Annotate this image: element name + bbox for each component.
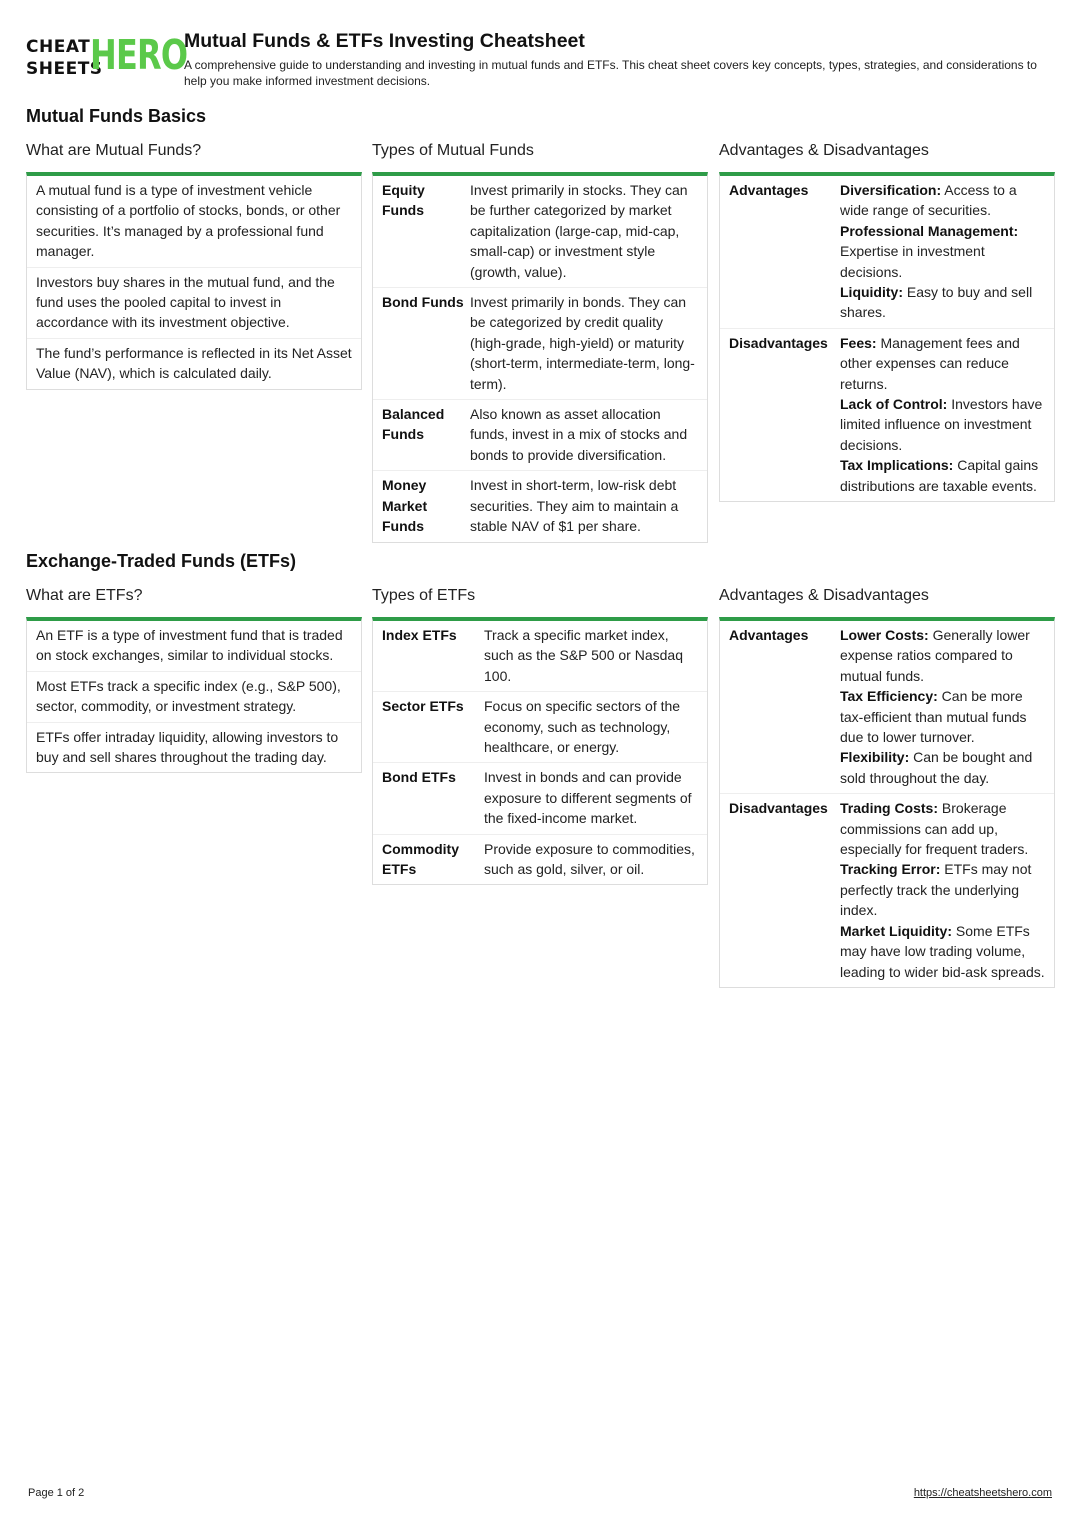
table-row <box>373 692 707 763</box>
row-term: Sector ETFs <box>382 698 464 715</box>
list-item: Tracking Error: ETFs may not perfectly track the underlying index. <box>840 861 1032 919</box>
disadvantages-row <box>720 329 1054 501</box>
site-link[interactable]: https://cheatsheetshero.com <box>913 1487 1052 1499</box>
list-item: Liquidity: Easy to buy and sell shares. <box>840 284 1033 321</box>
paragraph: Investors buy shares in the mutual fund, and the fund uses the pooled capital to invest in accordance with its investment objective. <box>27 268 361 339</box>
list-item: Lower Costs: Generally lower expense ratios compared to mutual funds. <box>840 627 1030 684</box>
row-term: Balanced Funds <box>382 406 445 443</box>
column-title: Advantages & Disadvantages <box>719 142 929 159</box>
page-title: Mutual Funds & ETFs Investing Cheatsheet <box>184 30 585 52</box>
row-description: Invest primarily in bonds. They can be categorized by credit quality (high-grade, high-yield) or maturity (short-term, intermediate-term, long-term). <box>470 294 695 392</box>
pros-cons-table <box>719 172 1055 502</box>
table-row <box>373 176 707 288</box>
paragraph: ETFs offer intraday liquidity, allowing investors to buy and sell shares throughout the trading day. <box>36 728 339 766</box>
row-term: Disadvantages <box>729 800 828 817</box>
row-description <box>840 798 1045 982</box>
etfs-pros-cons-column <box>719 585 1055 988</box>
table-row <box>373 763 707 834</box>
paragraph: The fund’s performance is reflected in its Net Asset Value (NAV), which is calculated daily. <box>36 344 352 382</box>
disadvantages-row <box>720 794 1054 987</box>
row-description: Provide exposure to commodities, such as gold, silver, or oil. <box>484 840 695 878</box>
logo-text-sheets: SHEETS <box>26 59 103 79</box>
list-item: Professional Management: Expertise in investment decisions. <box>840 222 1019 280</box>
page-subtitle: A comprehensive guide to understanding and investing in mutual funds and ETFs. This cheat sheet covers key concepts, types, strategies, and considerations to help you make informed investment decisions. <box>184 58 1037 88</box>
mutual-funds-pros-cons-column <box>719 140 1055 502</box>
table-row <box>373 471 707 541</box>
list-item: Lack of Control: Investors have limited influence on investment decisions. <box>840 396 1043 453</box>
row-description <box>840 625 1045 788</box>
advantages-row <box>720 176 1054 329</box>
mutual-funds-types-column <box>372 140 708 543</box>
logo-text-hero: HERO <box>90 31 188 79</box>
logo-text-cheat: CHEAT <box>26 37 91 57</box>
row-term: Bond Funds <box>382 294 464 311</box>
paragraph: A mutual fund is a type of investment vehicle consisting of a portfolio of stocks, bonds, or other securities. It’s managed by a professional fund manager. <box>27 176 361 268</box>
column-title: What are ETFs? <box>26 587 143 604</box>
cheatsheets-hero-logo[interactable] <box>26 31 188 82</box>
section-title-etfs: Exchange-Traded Funds (ETFs) <box>26 551 297 571</box>
list-item: Fees: Management fees and other expenses can reduce returns. <box>840 334 1020 392</box>
advantages-row <box>720 621 1054 794</box>
pros-cons-table <box>719 617 1055 988</box>
row-description: Invest primarily in stocks. They can be further categorized by market capitalization (large-cap, mid-cap, small-cap) or investment style (growth, value). <box>470 182 688 280</box>
etfs-what-column <box>26 585 362 773</box>
list-item: Flexibility: Can be bought and sold throughout the day. <box>840 749 1033 786</box>
info-card <box>26 172 362 390</box>
row-term: Disadvantages <box>729 334 828 351</box>
row-description: Focus on specific sectors of the economy, such as technology, healthcare, or energy. <box>484 698 681 756</box>
row-term: Advantages <box>729 182 809 198</box>
row-description <box>840 333 1045 496</box>
column-title: What are Mutual Funds? <box>26 142 202 159</box>
row-description <box>840 180 1045 323</box>
row-term: Advantages <box>729 627 809 643</box>
types-table <box>372 617 708 885</box>
row-description: Also known as asset allocation funds, invest in a mix of stocks and bonds to provide diversification. <box>470 406 688 463</box>
list-item: Market Liquidity: Some ETFs may have low trading volume, leading to wider bid-ask spreads. <box>840 922 1045 980</box>
table-row <box>373 288 707 400</box>
row-term: Equity Funds <box>382 182 425 219</box>
row-term: Commodity ETFs <box>382 840 459 878</box>
list-item: Diversification: Access to a wide range of securities. <box>840 182 1017 219</box>
page-number: Page 1 of 2 <box>28 1487 85 1499</box>
row-description: Invest in bonds and can provide exposure to different segments of the fixed-income market. <box>484 769 692 827</box>
list-item: Trading Costs: Brokerage commissions can add up, especially for frequent traders. <box>840 800 1029 858</box>
etfs-types-column <box>372 585 708 885</box>
title-block <box>184 30 1054 89</box>
list-item: Tax Implications: Capital gains distributions are taxable events. <box>840 457 1039 494</box>
mutual-funds-what-column <box>26 140 362 390</box>
column-title: Types of ETFs <box>372 587 476 604</box>
table-row <box>373 400 707 471</box>
row-term: Bond ETFs <box>382 769 456 786</box>
types-table <box>372 172 708 543</box>
section-title-mutual-funds: Mutual Funds Basics <box>26 106 207 126</box>
column-title: Advantages & Disadvantages <box>719 587 929 604</box>
list-item: Tax Efficiency: Can be more tax-efficient than mutual funds due to lower turnover. <box>840 688 1027 746</box>
row-term: Index ETFs <box>382 627 457 643</box>
row-description: Track a specific market index, such as the S&P 500 or Nasdaq 100. <box>484 627 683 684</box>
paragraph: An ETF is a type of investment fund that is traded on stock exchanges, similar to individual stocks. <box>27 621 361 672</box>
paragraph: Most ETFs track a specific index (e.g., S&P 500), sector, commodity, or investment strategy. <box>27 672 361 723</box>
table-row <box>373 835 707 885</box>
row-description: Invest in short-term, low-risk debt securities. They aim to maintain a stable NAV of $1 per share. <box>470 477 679 535</box>
table-row <box>373 621 707 692</box>
row-term: Money Market Funds <box>382 477 428 535</box>
column-title: Types of Mutual Funds <box>372 142 534 159</box>
info-card <box>26 617 362 773</box>
